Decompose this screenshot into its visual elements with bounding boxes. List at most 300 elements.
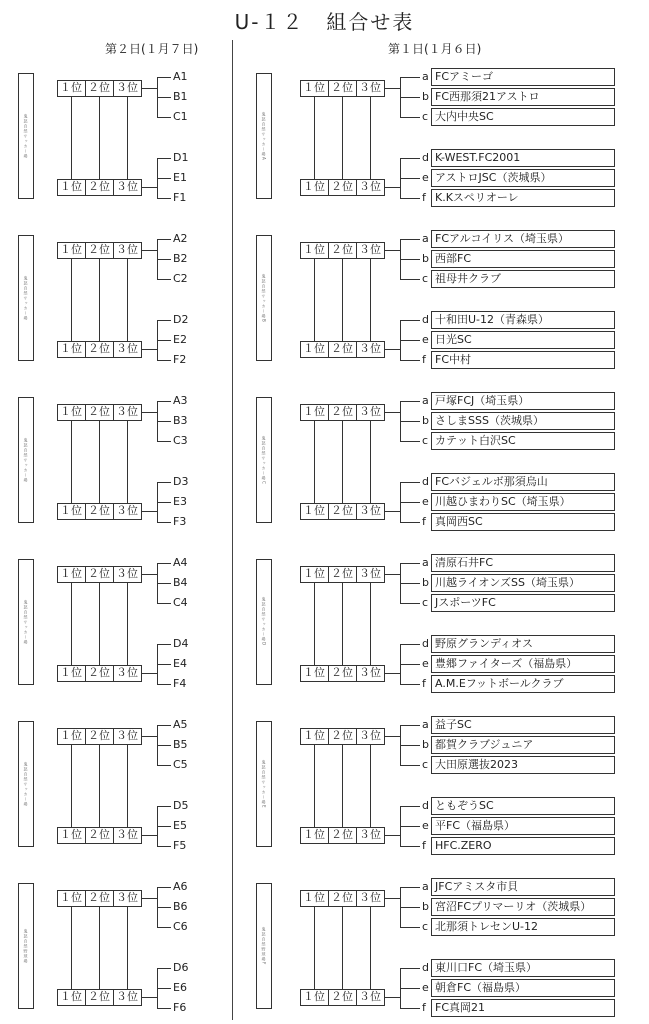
bracket-tick	[157, 340, 171, 341]
team-name: ともぞうSC	[431, 797, 615, 815]
team-letter: d	[422, 151, 429, 164]
rank-box-top	[300, 989, 384, 990]
rank-box-sep	[113, 665, 114, 682]
team-name: 朝倉FC（福島県）	[431, 979, 615, 997]
rank-label: ２位	[88, 567, 110, 580]
rank-connector	[370, 907, 371, 989]
rank-box-bottom	[57, 843, 141, 844]
bracket-link	[385, 349, 400, 350]
rank-connector	[342, 259, 343, 341]
group-code: B5	[173, 738, 188, 751]
rank-box-side	[57, 827, 58, 844]
rank-connector	[370, 97, 371, 179]
bracket-link	[385, 997, 400, 998]
team-name: 大内中央SC	[431, 108, 615, 126]
team-letter: f	[422, 1001, 426, 1014]
bracket-link	[142, 511, 157, 512]
rank-label: ３位	[116, 729, 138, 742]
bracket-tick	[157, 522, 171, 523]
group-code: E6	[173, 981, 187, 994]
bracket-tick	[400, 988, 420, 989]
rank-connector	[99, 97, 100, 179]
rank-label: ３位	[116, 180, 138, 193]
bracket-link	[142, 736, 157, 737]
rank-box-sep	[356, 989, 357, 1006]
bracket-tick	[157, 664, 171, 665]
rank-box-top	[57, 80, 141, 81]
team-name: 益子SC	[431, 716, 615, 734]
group-code: E5	[173, 819, 187, 832]
bracket-tick	[157, 421, 171, 422]
rank-box-sep	[356, 179, 357, 196]
team-name: 十和田U-12（青森県）	[431, 311, 615, 329]
rank-connector	[71, 907, 72, 989]
rank-box-sep	[328, 728, 329, 745]
rank-connector	[342, 97, 343, 179]
team-letter: b	[422, 738, 429, 751]
rank-box-sep	[113, 728, 114, 745]
rank-connector	[314, 907, 315, 989]
rank-connector	[342, 583, 343, 665]
team-letter: f	[422, 515, 426, 528]
rank-connector	[127, 907, 128, 989]
team-name: FCアミーゴ	[431, 68, 615, 86]
rank-label: １位	[60, 666, 82, 679]
rank-box-bottom	[300, 195, 384, 196]
venue-box: 鬼怒自然サッカー場E	[256, 721, 272, 847]
rank-box-top	[57, 890, 141, 891]
rank-box-side	[300, 827, 301, 844]
rank-label: ２位	[331, 342, 353, 355]
rank-box-sep	[113, 242, 114, 259]
rank-box-top	[57, 341, 141, 342]
rank-box-bottom	[300, 1005, 384, 1006]
rank-connector	[342, 421, 343, 503]
bracket-tick	[400, 907, 420, 908]
rank-label: １位	[60, 180, 82, 193]
rank-box-sep	[85, 242, 86, 259]
team-name: 宮沼FCプリマーリオ（茨城県）	[431, 898, 615, 916]
rank-label: ２位	[331, 729, 353, 742]
rank-connector	[71, 583, 72, 665]
rank-label: １位	[303, 891, 325, 904]
rank-label: １位	[303, 567, 325, 580]
team-letter: c	[422, 110, 429, 123]
rank-label: ３位	[116, 243, 138, 256]
rank-label: １位	[303, 243, 325, 256]
bracket-tick	[157, 765, 171, 766]
bracket-tick	[157, 360, 171, 361]
bracket-tick	[157, 117, 171, 118]
rank-label: ２位	[331, 666, 353, 679]
team-name: 清原石井FC	[431, 554, 615, 572]
rank-box-sep	[85, 404, 86, 421]
rank-box-side	[300, 404, 301, 421]
bracket-link	[142, 250, 157, 251]
rank-box-top	[300, 566, 384, 567]
group-code: D5	[173, 799, 189, 812]
bracket-tick	[400, 563, 420, 564]
rank-box-top	[57, 242, 141, 243]
bracket-tick	[400, 765, 420, 766]
team-letter: f	[422, 677, 426, 690]
group-code: D4	[173, 637, 189, 650]
bracket-tick	[157, 320, 171, 321]
rank-label: １位	[303, 729, 325, 742]
team-letter: a	[422, 70, 429, 83]
rank-label: ２位	[331, 243, 353, 256]
rank-connector	[71, 97, 72, 179]
bracket-tick	[157, 441, 171, 442]
team-name: カテット白沢SC	[431, 432, 615, 450]
bracket-link	[385, 250, 400, 251]
rank-connector	[370, 745, 371, 827]
rank-label: １位	[303, 342, 325, 355]
bracket-tick	[400, 826, 420, 827]
group-code: B6	[173, 900, 188, 913]
bracket-tick	[400, 522, 420, 523]
rank-connector	[370, 421, 371, 503]
bracket-tick	[400, 158, 420, 159]
bracket-tick	[400, 360, 420, 361]
bracket-tick	[157, 563, 171, 564]
team-name: 北那須トレセンU-12	[431, 918, 615, 936]
rank-label: ３位	[116, 990, 138, 1003]
bracket-tick	[157, 279, 171, 280]
group-code: A6	[173, 880, 188, 893]
rank-label: ２位	[88, 342, 110, 355]
team-name: さしまSSS（茨城県）	[431, 412, 615, 430]
rank-box-side	[57, 728, 58, 745]
group-code: A5	[173, 718, 188, 731]
venue-box: 鬼怒自然サッカー場D	[256, 559, 272, 685]
group-code: C2	[173, 272, 188, 285]
rank-box-sep	[356, 728, 357, 745]
bracket-link	[385, 511, 400, 512]
team-name: K.Kスペリオーレ	[431, 189, 615, 207]
rank-label: ３位	[359, 81, 381, 94]
bracket-tick	[157, 684, 171, 685]
rank-box-sep	[113, 179, 114, 196]
rank-box-sep	[328, 827, 329, 844]
team-name: 平FC（福島県）	[431, 817, 615, 835]
rank-box-sep	[113, 80, 114, 97]
rank-box-side	[57, 242, 58, 259]
rank-box-sep	[356, 80, 357, 97]
team-name: FC西那須21アストロ	[431, 88, 615, 106]
team-letter: e	[422, 819, 429, 832]
rank-box-side	[300, 341, 301, 358]
rank-box-bottom	[57, 1005, 141, 1006]
team-name: JスポーツFC	[431, 594, 615, 612]
team-letter: f	[422, 191, 426, 204]
group-code: E4	[173, 657, 187, 670]
rank-box-top	[57, 665, 141, 666]
rank-connector	[99, 259, 100, 341]
bracket-tick	[157, 806, 171, 807]
bracket-tick	[157, 603, 171, 604]
rank-connector	[71, 259, 72, 341]
team-letter: e	[422, 495, 429, 508]
bracket-tick	[400, 198, 420, 199]
team-letter: e	[422, 981, 429, 994]
team-letter: b	[422, 576, 429, 589]
venue-box: 鬼怒自然サッカー場	[18, 73, 34, 199]
rank-label: ３位	[116, 405, 138, 418]
rank-box-top	[300, 341, 384, 342]
bracket-tick	[157, 178, 171, 179]
bracket-tick	[157, 927, 171, 928]
bracket-tick	[400, 806, 420, 807]
bracket-link	[142, 88, 157, 89]
group-code: C4	[173, 596, 188, 609]
group-code: D1	[173, 151, 189, 164]
team-name: FC中村	[431, 351, 615, 369]
rank-label: ３位	[359, 243, 381, 256]
rank-box-top	[57, 728, 141, 729]
rank-box-sep	[356, 890, 357, 907]
rank-label: ３位	[359, 666, 381, 679]
team-letter: d	[422, 313, 429, 326]
team-letter: d	[422, 475, 429, 488]
bracket-link	[385, 88, 400, 89]
bracket-tick	[400, 502, 420, 503]
rank-connector	[127, 259, 128, 341]
team-letter: e	[422, 657, 429, 670]
group-code: D2	[173, 313, 189, 326]
rank-label: １位	[60, 342, 82, 355]
team-name: HFC.ZERO	[431, 837, 615, 855]
rank-connector	[342, 745, 343, 827]
rank-box-side	[57, 80, 58, 97]
group-code: B1	[173, 90, 188, 103]
rank-box-top	[300, 890, 384, 891]
bracket-link	[385, 835, 400, 836]
team-letter: a	[422, 556, 429, 569]
date-day2: 第２日(１月７日)	[105, 42, 199, 56]
rank-box-sep	[85, 989, 86, 1006]
team-name: K-WEST.FC2001	[431, 149, 615, 167]
bracket-link	[385, 898, 400, 899]
bracket-tick	[400, 1008, 420, 1009]
rank-box-side	[57, 503, 58, 520]
bracket-tick	[400, 421, 420, 422]
bracket-tick	[157, 846, 171, 847]
rank-label: ３位	[116, 504, 138, 517]
team-letter: d	[422, 961, 429, 974]
rank-connector	[99, 907, 100, 989]
rank-label: １位	[303, 990, 325, 1003]
team-name: 戸塚FCJ（埼玉県）	[431, 392, 615, 410]
rank-label: ２位	[88, 990, 110, 1003]
rank-box-top	[300, 404, 384, 405]
group-code: E1	[173, 171, 187, 184]
rank-box-sep	[328, 665, 329, 682]
rank-connector	[127, 583, 128, 665]
group-code: F1	[173, 191, 187, 204]
rank-box-side	[300, 80, 301, 97]
bracket-tick	[157, 1008, 171, 1009]
rank-box-top	[300, 728, 384, 729]
rank-box-top	[57, 566, 141, 567]
rank-box-top	[300, 242, 384, 243]
rank-box-bottom	[300, 357, 384, 358]
rank-box-top	[300, 80, 384, 81]
venue-box: 鬼怒自然野球場F	[256, 883, 272, 1009]
team-letter: a	[422, 232, 429, 245]
team-letter: e	[422, 333, 429, 346]
rank-label: ２位	[331, 405, 353, 418]
rank-box-sep	[113, 890, 114, 907]
rank-label: ２位	[88, 504, 110, 517]
rank-box-side	[57, 890, 58, 907]
bracket-tick	[400, 259, 420, 260]
rank-box-sep	[85, 80, 86, 97]
rank-label: ３位	[116, 81, 138, 94]
rank-label: １位	[60, 405, 82, 418]
rank-label: １位	[303, 405, 325, 418]
team-name: 日光SC	[431, 331, 615, 349]
group-code: C3	[173, 434, 188, 447]
bracket-tick	[400, 97, 420, 98]
bracket-tick	[400, 684, 420, 685]
rank-label: １位	[60, 891, 82, 904]
rank-box-side	[300, 890, 301, 907]
rank-box-sep	[85, 890, 86, 907]
rank-box-sep	[356, 566, 357, 583]
venue-box: 鬼怒自然サッカー場	[18, 235, 34, 361]
bracket-link	[142, 574, 157, 575]
team-letter: b	[422, 900, 429, 913]
team-letter: e	[422, 171, 429, 184]
rank-label: １位	[303, 504, 325, 517]
rank-label: ２位	[88, 891, 110, 904]
rank-box-sep	[356, 242, 357, 259]
group-code: B3	[173, 414, 188, 427]
group-code: A2	[173, 232, 188, 245]
bracket-link	[142, 997, 157, 998]
rank-box-sep	[113, 989, 114, 1006]
rank-box-sep	[85, 341, 86, 358]
rank-box-top	[300, 503, 384, 504]
bracket-link	[142, 349, 157, 350]
group-code: C5	[173, 758, 188, 771]
rank-box-sep	[113, 566, 114, 583]
group-code: C6	[173, 920, 188, 933]
rank-label: １位	[60, 828, 82, 841]
bracket-tick	[157, 583, 171, 584]
bracket-tick	[157, 158, 171, 159]
rank-label: １位	[303, 81, 325, 94]
rank-connector	[71, 421, 72, 503]
rank-box-side	[300, 242, 301, 259]
rank-box-sep	[85, 503, 86, 520]
rank-connector	[314, 97, 315, 179]
rank-box-top	[300, 827, 384, 828]
venue-box: 鬼怒自然サッカー場C	[256, 397, 272, 523]
rank-box-side	[57, 566, 58, 583]
rank-label: ２位	[331, 567, 353, 580]
rank-box-sep	[356, 503, 357, 520]
rank-connector	[370, 259, 371, 341]
rank-box-side	[300, 179, 301, 196]
rank-label: １位	[60, 990, 82, 1003]
rank-box-sep	[113, 341, 114, 358]
rank-box-top	[57, 404, 141, 405]
rank-box-sep	[85, 827, 86, 844]
team-letter: f	[422, 839, 426, 852]
bracket-tick	[400, 401, 420, 402]
rank-label: １位	[303, 180, 325, 193]
team-letter: c	[422, 434, 429, 447]
rank-label: １位	[60, 729, 82, 742]
rank-label: １位	[303, 828, 325, 841]
bracket-tick	[157, 968, 171, 969]
rank-box-sep	[85, 665, 86, 682]
rank-label: ３位	[116, 666, 138, 679]
rank-connector	[99, 583, 100, 665]
rank-box-sep	[328, 80, 329, 97]
bracket-tick	[157, 887, 171, 888]
rank-label: ３位	[359, 990, 381, 1003]
rank-box-side	[300, 989, 301, 1006]
rank-box-side	[57, 404, 58, 421]
bracket-tick	[400, 745, 420, 746]
team-letter: d	[422, 637, 429, 650]
rank-label: １位	[60, 567, 82, 580]
rank-box-sep	[328, 341, 329, 358]
bracket-tick	[157, 502, 171, 503]
bracket-tick	[400, 725, 420, 726]
venue-box: 鬼怒自然サッカー場B	[256, 235, 272, 361]
rank-box-top	[57, 503, 141, 504]
rank-label: ２位	[88, 729, 110, 742]
group-code: D6	[173, 961, 189, 974]
bracket-tick	[400, 77, 420, 78]
group-code: E2	[173, 333, 187, 346]
group-code: B2	[173, 252, 188, 265]
group-code: E3	[173, 495, 187, 508]
team-name: 川越ライオンズSS（埼玉県）	[431, 574, 615, 592]
bracket-link	[142, 673, 157, 674]
bracket-tick	[157, 907, 171, 908]
bracket-link	[385, 673, 400, 674]
bracket-tick	[157, 77, 171, 78]
bracket-tick	[400, 340, 420, 341]
group-code: A1	[173, 70, 188, 83]
venue-box: 鬼怒自然サッカー場	[18, 721, 34, 847]
group-code: A4	[173, 556, 188, 569]
rank-label: ２位	[88, 666, 110, 679]
rank-label: ２位	[88, 180, 110, 193]
bracket-link	[142, 898, 157, 899]
rank-label: ２位	[331, 504, 353, 517]
rank-label: ３位	[359, 729, 381, 742]
rank-label: ３位	[359, 405, 381, 418]
team-letter: f	[422, 353, 426, 366]
group-code: A3	[173, 394, 188, 407]
rank-box-side	[300, 665, 301, 682]
team-letter: a	[422, 718, 429, 731]
rank-label: ２位	[88, 405, 110, 418]
rank-box-side	[300, 503, 301, 520]
rank-label: ２位	[88, 81, 110, 94]
rank-box-sep	[356, 341, 357, 358]
rank-connector	[314, 421, 315, 503]
rank-connector	[127, 745, 128, 827]
group-code: B4	[173, 576, 188, 589]
bracket-link	[385, 187, 400, 188]
